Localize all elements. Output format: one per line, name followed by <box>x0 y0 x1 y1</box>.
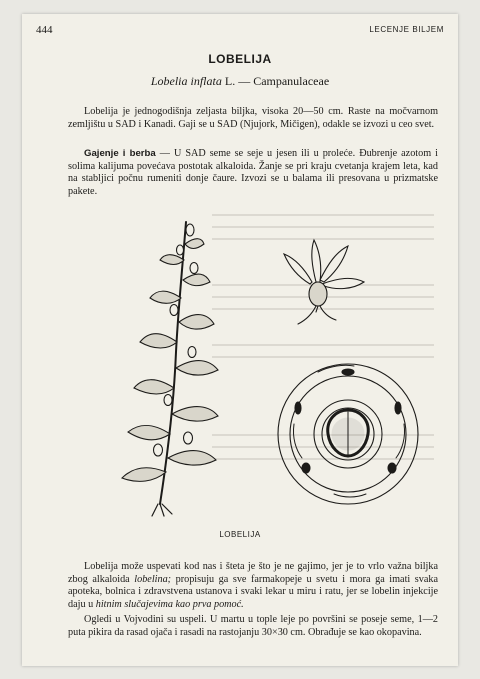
running-title: LECENJE BILJEM <box>369 25 444 34</box>
paragraph-trials: Ogledi u Vojvodini su uspeli. U martu u tople leje po površini se poseje seme, 1—2 puta pikira da rasad ojača i rasadi na rastojanju 30×30 cm. Obrađuje se kao okopavina. <box>68 614 438 638</box>
flower-detail <box>284 240 364 324</box>
figure-caption: LOBELIJA <box>219 530 261 539</box>
plant-leaves <box>122 239 218 482</box>
floral-diagram <box>278 364 418 504</box>
scientific-name <box>22 74 458 89</box>
lobelia-illustration <box>98 202 458 522</box>
article-title: LOBELIJA <box>208 52 272 66</box>
paragraph-description: Lobelija je jednogodišnja zeljasta biljka, visoka 20—50 cm. Raste na močvarnom zemljištu u SAD i Kanadi. Gaji se u SAD (Njujork, Mičigen), odakle se izvozi u ceo svet. <box>68 106 438 130</box>
cultivation-text: — U SAD seme se seje u jesen ili u proleće. Đubrenje azotom i solima kalijuma povećava postotak alkaloida. Žanje se pri kraju cvetanja krajem leta, kad na stabljici počnu rumeniti donje čaure. Izvozi se u balama ili presovana u prizmatske pakete. <box>68 148 438 197</box>
importance-italic-a: lobelina; <box>134 573 172 585</box>
importance-text-a: Lobelija može uspevati kod nas i šteta je što je ne gajimo, jer je to vrlo važna biljka zbog alkaloida <box>68 561 438 585</box>
importance-text-b: propisuju ga sve farmakopeje u svetu i mora ga imati svaka apoteka, bolnica i zdravstvena ustanova i svaki lekar u miru i ratu, jer se lobelin injekcije daju u <box>68 573 439 610</box>
importance-italic-b: hitnim slučajevima kao prva pomoć. <box>95 598 244 610</box>
cultivation-heading: Gajenje i berba <box>84 148 156 160</box>
book-page <box>22 14 458 666</box>
plant-base <box>152 504 172 516</box>
page-number: 444 <box>36 24 53 36</box>
running-header <box>36 24 444 38</box>
paragraph-importance <box>68 561 438 611</box>
latin-name: Lobelia inflata <box>150 74 222 88</box>
family-name: L. — Campanulaceae <box>221 74 330 88</box>
paragraph-cultivation <box>68 148 438 198</box>
